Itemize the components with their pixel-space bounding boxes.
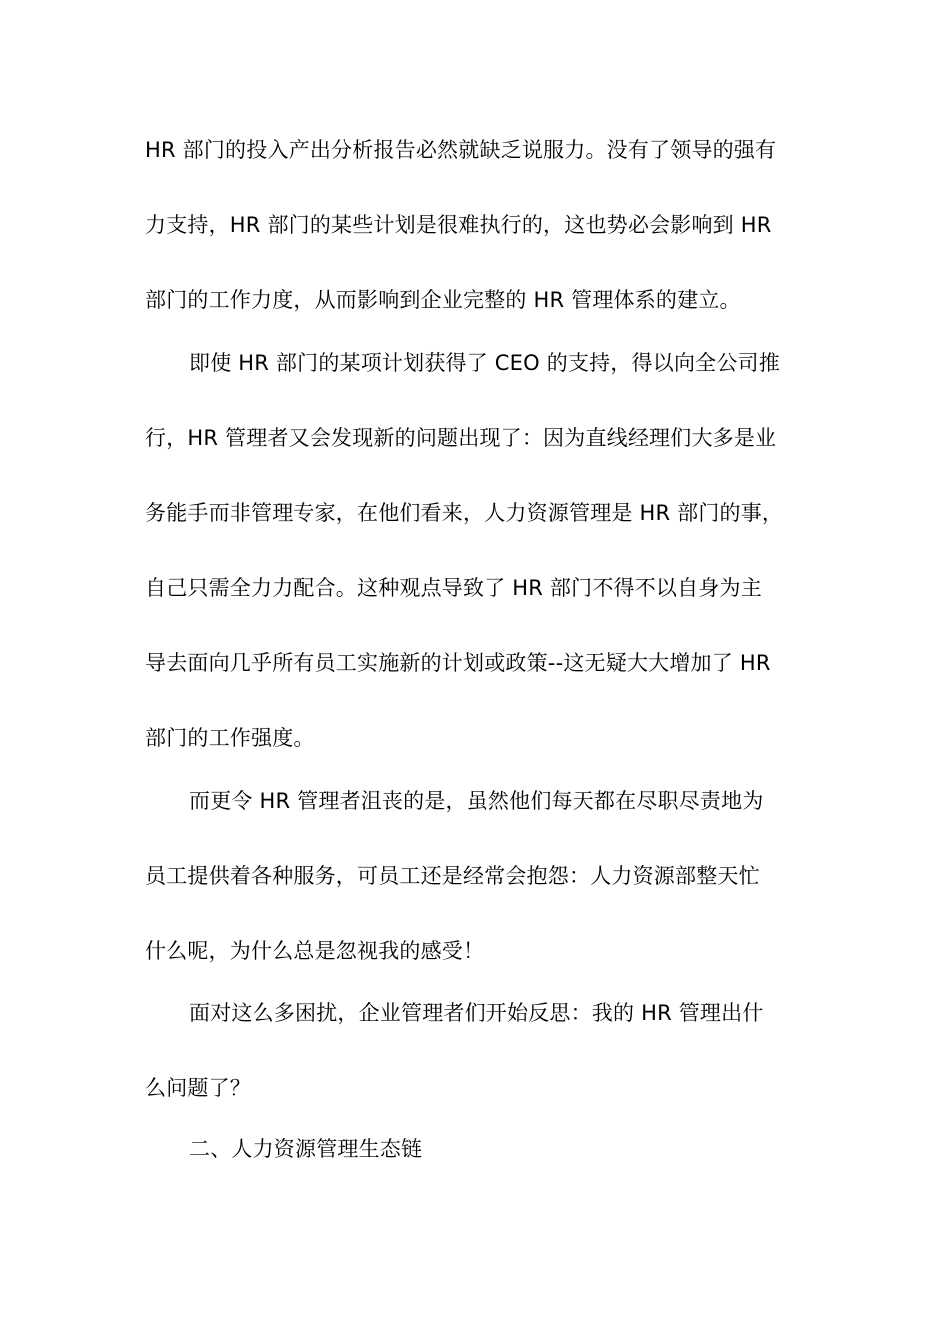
paragraph-line: 自己只需全力力配合。这种观点导致了 HR 部门不得不以自身为主 <box>145 576 762 600</box>
paragraph-line: 行，HR 管理者又会发现新的问题出现了：因为直线经理们大多是业 <box>145 426 777 450</box>
paragraph-line: 面对这么多困扰，企业管理者们开始反思：我的 HR 管理出什 <box>189 1001 764 1025</box>
paragraph-line: 力支持，HR 部门的某些计划是很难执行的，这也势必会影响到 HR <box>145 213 772 237</box>
paragraph-line: HR 部门的投入产出分析报告必然就缺乏说服力。没有了领导的强有 <box>145 138 777 162</box>
paragraph-line: 而更令 HR 管理者沮丧的是，虽然他们每天都在尽职尽责地为 <box>189 789 764 813</box>
paragraph-line: 部门的工作强度。 <box>145 726 315 750</box>
paragraph-line: 导去面向几乎所有员工实施新的计划或政策--这无疑大大增加了 HR <box>145 651 771 675</box>
section-heading: 二、人力资源管理生态链 <box>189 1137 423 1161</box>
paragraph-line: 即使 HR 部门的某项计划获得了 CEO 的支持，得以向全公司推 <box>189 351 780 375</box>
paragraph-line: 部门的工作力度，从而影响到企业完整的 HR 管理体系的建立。 <box>145 288 741 312</box>
paragraph-line: 务能手而非管理专家，在他们看来，人力资源管理是 HR 部门的事， <box>145 501 784 525</box>
paragraph-line: 么问题了？ <box>145 1076 251 1100</box>
paragraph-line: 员工提供着各种服务，可员工还是经常会抱怨：人力资源部整天忙 <box>145 864 760 888</box>
paragraph-line: 什么呢，为什么总是忽视我的感受！ <box>145 939 485 963</box>
